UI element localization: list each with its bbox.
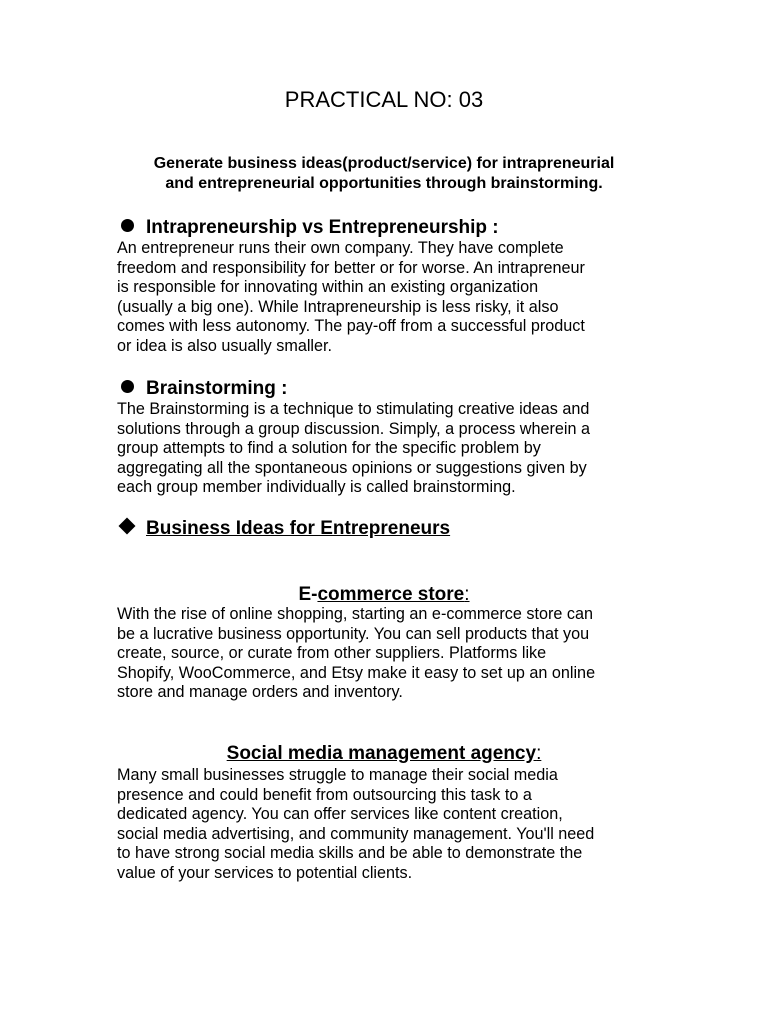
section-heading-text: Business Ideas for Entrepreneurs: [146, 518, 451, 539]
idea-heading-social-media: [0, 742, 768, 766]
idea-heading-title: Social media management agency: [226, 743, 537, 764]
section-heading-business-ideas: [117, 517, 450, 541]
aim-line: and entrepreneurial opportunities through brainstorming.: [165, 175, 603, 192]
bullet-circle-icon: [121, 380, 134, 393]
section-heading-text: Intrapreneurship vs Entrepreneurship :: [146, 217, 499, 238]
bullet-diamond-icon: [119, 518, 136, 535]
section-heading-brainstorming: [117, 377, 287, 401]
paragraph-line: comes with less autonomy. The pay-off from a successful product: [117, 317, 585, 336]
paragraph-line: Many small businesses struggle to manage their social media: [117, 766, 558, 784]
paragraph-line: aggregating all the spontaneous opinions or suggestions given by: [117, 458, 587, 477]
paragraph-line: be a lucrative business opportunity. You can sell products that you: [117, 624, 590, 643]
ecommerce-paragraph: [117, 605, 657, 703]
brainstorming-paragraph: [117, 400, 657, 498]
paragraph-line: solutions through a group discussion. Simply, a process wherein a: [117, 419, 590, 438]
paragraph-line: social media advertising, and community management. You'll need: [117, 824, 595, 843]
intrapreneurship-paragraph: [117, 239, 657, 357]
paragraph-line: freedom and responsibility for better or for worse. An intrapreneur: [117, 258, 585, 277]
idea-heading-title: commerce store: [317, 584, 465, 605]
paragraph-line: (usually a big one). While Intrapreneurship is less risky, it also: [117, 297, 559, 316]
paragraph-line: is responsible for innovating within an existing organization: [117, 278, 539, 297]
paragraph-line: or idea is also usually smaller.: [117, 336, 333, 355]
paragraph-line: dedicated agency. You can offer services like content creation,: [117, 805, 563, 824]
idea-heading-suffix: :: [464, 584, 470, 605]
practical-aim: [100, 154, 668, 194]
idea-heading-ecommerce: [0, 583, 768, 607]
bullet-circle-icon: [121, 219, 134, 232]
paragraph-line: The Brainstorming is a technique to stimulating creative ideas and: [117, 400, 590, 418]
paragraph-line: An entrepreneur runs their own company. They have complete: [117, 239, 564, 257]
idea-heading-suffix: :: [536, 743, 542, 764]
social-media-paragraph: [117, 766, 657, 884]
paragraph-line: each group member individually is called brainstorming.: [117, 478, 516, 497]
paragraph-line: Shopify, WooCommerce, and Etsy make it easy to set up an online: [117, 663, 596, 682]
page-title: PRACTICAL NO: 03: [284, 87, 484, 112]
paragraph-line: create, source, or curate from other suppliers. Platforms like: [117, 644, 547, 663]
idea-heading-prefix: E-: [298, 584, 318, 605]
section-heading-intrapreneurship: [117, 216, 499, 240]
section-heading-text: Brainstorming :: [146, 378, 288, 399]
aim-line: Generate business ideas(product/service) for intrapreneurial: [153, 155, 615, 172]
paragraph-line: value of your services to potential clients.: [117, 863, 413, 882]
paragraph-line: to have strong social media skills and be able to demonstrate the: [117, 844, 583, 863]
paragraph-line: With the rise of online shopping, starting an e-commerce store can: [117, 605, 593, 623]
paragraph-line: group attempts to find a solution for the specific problem by: [117, 439, 541, 458]
paragraph-line: store and manage orders and inventory.: [117, 683, 403, 702]
paragraph-line: presence and could benefit from outsourcing this task to a: [117, 785, 532, 804]
